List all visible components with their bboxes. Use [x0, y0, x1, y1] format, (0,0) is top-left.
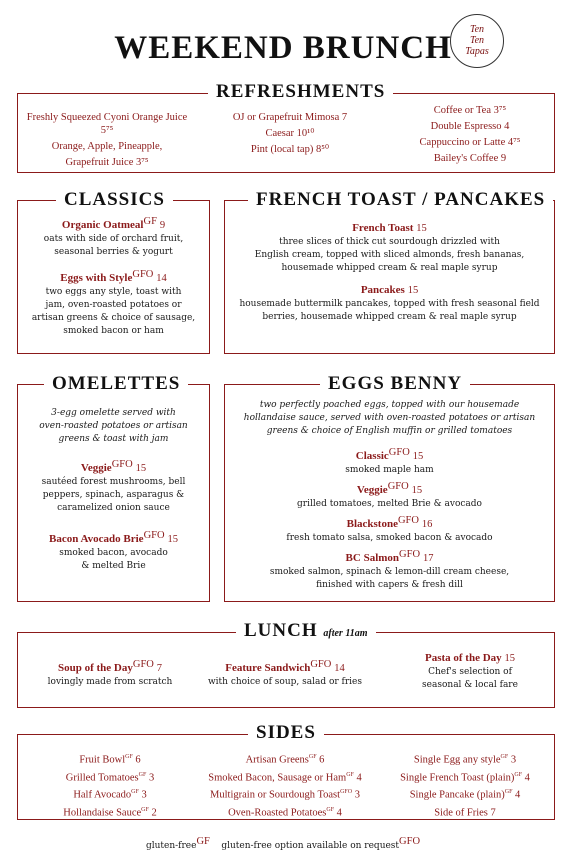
menu-item [228, 514, 551, 532]
menu-title: WEEKEND BRUNCH [114, 30, 452, 66]
drink-item: Orange, Apple, Pineapple, [51, 141, 163, 152]
diet-tag: GFO [310, 659, 332, 670]
item-name: Pasta of the Day [424, 652, 502, 664]
menu-text: 3 [141, 789, 147, 801]
menu-text: 4 [524, 772, 530, 783]
lunch-title: LUNCH [244, 620, 318, 641]
sides-col-2 [195, 750, 375, 820]
item-price: 17 [422, 553, 434, 564]
menu-item [228, 446, 551, 464]
diet-tag: GFO [387, 481, 409, 492]
menu-text: GF [141, 806, 149, 813]
item-price: 15 [504, 653, 516, 664]
menu-text: 4 [515, 789, 521, 801]
diet-tag: GFO [397, 515, 419, 526]
menu-text: GF [326, 806, 335, 813]
diet-tag: GFO [399, 549, 421, 560]
item-desc: sautéed forest mushrooms, bell [41, 477, 186, 487]
drink-item: Bailey's Coffee 9 [433, 153, 507, 164]
item-name: BC Salmon [345, 552, 400, 564]
item-price: 16 [421, 519, 433, 530]
item-name: Veggie [80, 462, 112, 474]
item-desc: smoked bacon, avocado [59, 548, 168, 558]
french-toast-items [228, 222, 551, 324]
diet-tag: GFO [111, 459, 133, 470]
item-desc: seasonal & local fare [422, 680, 518, 690]
logo-line: Tapas [465, 46, 489, 57]
menu-text: GF [514, 771, 523, 778]
menu-item [20, 215, 207, 233]
gfo-label: gluten-free option available on request [221, 841, 400, 851]
menu-item [20, 268, 207, 286]
side-item [195, 750, 375, 768]
menu-item [228, 284, 551, 298]
diet-tag: GFO [388, 447, 410, 458]
refreshments-header: REFRESHMENTS [208, 81, 393, 103]
item-price: 14 [156, 273, 167, 284]
menu-item [228, 222, 551, 236]
item-name: Veggie [356, 484, 388, 496]
section-intro: two perfectly poached eggs, topped with our housemade [259, 400, 520, 410]
side-item [195, 785, 375, 803]
dietary-legend [0, 836, 566, 851]
menu-text: 3 [354, 789, 360, 801]
item-desc: artisan greens & choice of sausage, [31, 313, 196, 323]
item-desc: housemade buttermilk pancakes, topped with fresh seasonal field [239, 299, 540, 309]
lunch-subtitle: after 11am [323, 628, 368, 639]
item-desc: two eggs any style, toast with [45, 287, 182, 297]
side-item [30, 785, 190, 803]
eggs-benny-items [228, 399, 551, 592]
menu-text: GF [346, 771, 354, 778]
sides-col-3 [385, 750, 545, 820]
drink-item: Cappuccino or Latte 4⁷⁵ [419, 137, 521, 148]
item-price: 15 [167, 534, 178, 545]
restaurant-logo [450, 14, 504, 68]
menu-text: 3 [510, 754, 517, 766]
item-price: 15 [411, 485, 423, 496]
item-name: Organic Oatmeal [61, 219, 144, 231]
item-name: Feature Sandwich [225, 662, 311, 674]
diet-tag: GF [143, 216, 157, 227]
side-item [195, 803, 375, 821]
gfo-tag: GFO [399, 836, 421, 847]
item-price: 15 [416, 223, 427, 234]
drink-item: Grapefruit Juice 3⁷⁵ [65, 157, 149, 168]
diet-tag: GFO [132, 269, 154, 280]
item-price: 7 [156, 663, 162, 674]
menu-text: GF [308, 754, 317, 760]
classics-header: CLASSICS [56, 189, 173, 211]
drink-item: Pint (local tap) 8⁵⁰ [250, 144, 330, 155]
menu-text: Artisan Greens [245, 754, 309, 766]
menu-text: Half Avocado [73, 789, 132, 801]
lunch-header [236, 620, 376, 642]
menu-text: GFO [340, 789, 353, 795]
item-desc: housemade whipped cream & real maple syrup [281, 263, 498, 273]
section-intro: 3-egg omelette served with [51, 408, 176, 418]
section-intro: hollandaise sauce, served with oven-roasted potatoes or artisan [243, 413, 536, 423]
item-desc: finished with capers & fresh dill [316, 580, 463, 590]
menu-text: 6 [319, 754, 325, 766]
item-name: Soup of the Day [57, 662, 133, 674]
lunch-item [395, 652, 545, 692]
item-desc: lovingly made from scratch [47, 677, 173, 687]
item-desc: smoked maple ham [345, 465, 434, 475]
side-item [30, 768, 190, 786]
menu-text: 6 [135, 754, 141, 766]
item-desc: with choice of soup, salad or fries [207, 677, 363, 687]
menu-text: 2 [151, 807, 157, 818]
item-name: French Toast [352, 222, 414, 234]
lunch-item [25, 658, 195, 689]
omelettes-header: OMELETTES [44, 373, 188, 395]
menu-text: 3 [148, 772, 155, 783]
menu-text: GF [504, 789, 513, 795]
lunch-item [200, 658, 370, 689]
side-item [195, 768, 375, 786]
gf-label: gluten-free [145, 841, 197, 851]
logo-line: Ten [469, 35, 485, 46]
sides-header: SIDES [248, 722, 324, 744]
item-price: 15 [407, 285, 419, 296]
item-desc: English cream, topped with sliced almonds, fresh bananas, [254, 250, 525, 260]
side-item [30, 803, 190, 821]
refreshments-col-2 [210, 111, 370, 156]
menu-text: 4 [336, 807, 342, 818]
item-desc: peppers, spinach, asparagus & [42, 490, 185, 500]
section-intro: greens & toast with jam [58, 434, 169, 444]
menu-text: Hollandaise Sauce [63, 807, 142, 818]
french-toast-header: FRENCH TOAST / PANCAKES [248, 189, 553, 211]
menu-item [228, 548, 551, 566]
drink-item: Freshly Squeezed Cyoni Orange Juice 5⁷⁵ [26, 112, 188, 136]
eggs-benny-header: EGGS BENNY [320, 373, 470, 395]
item-desc: berries, housemade whipped cream & real maple syrup [262, 312, 517, 322]
omelettes-items [20, 407, 207, 573]
item-name: Eggs with Style [60, 272, 133, 284]
menu-text: Smoked Bacon, Sausage or Ham [208, 772, 347, 783]
gf-tag: GF [196, 836, 210, 847]
item-desc: caramelized onion sauce [57, 503, 170, 513]
refreshments-col-1 [22, 111, 192, 169]
refreshments-col-3 [395, 104, 545, 165]
item-price: 15 [412, 451, 424, 462]
item-desc: jam, oven-roasted potatoes or [45, 300, 182, 310]
menu-text: Single Egg any style [413, 754, 501, 766]
item-name: Blackstone [346, 518, 398, 530]
item-desc: Chef's selection of [428, 667, 512, 677]
side-item [385, 803, 545, 821]
menu-text: Multigrain or Sourdough Toast [210, 789, 341, 801]
item-desc: fresh tomato salsa, smoked bacon & avocado [286, 533, 493, 543]
menu-text: Grilled Tomatoes [65, 772, 139, 783]
menu-text: 7 [490, 807, 496, 818]
drink-item: Double Espresso 4 [430, 121, 510, 132]
side-item [385, 785, 545, 803]
item-desc: seasonal berries & yogurt [54, 247, 173, 257]
diet-tag: GFO [143, 530, 165, 541]
sides-col-1 [30, 750, 190, 820]
menu-text: Fruit Bowl [79, 754, 126, 766]
item-name: Bacon Avocado Brie [49, 533, 144, 545]
item-desc: & melted Brie [81, 561, 146, 571]
logo-line: Ten [469, 24, 485, 35]
classics-items [20, 215, 207, 338]
menu-text: GF [125, 754, 133, 760]
menu-text: 4 [356, 772, 362, 783]
item-price: 9 [159, 220, 166, 231]
item-desc: grilled tomatoes, melted Brie & avocado [297, 499, 482, 509]
menu-item [20, 529, 207, 547]
item-name: Pancakes [360, 284, 405, 296]
item-desc: oats with side of orchard fruit, [43, 234, 184, 244]
item-desc: three slices of thick cut sourdough drizzled with [279, 237, 500, 247]
menu-text: Single French Toast (plain) [400, 772, 515, 783]
item-name: Classic [355, 450, 389, 462]
menu-text: GF [131, 789, 139, 795]
section-intro: greens & choice of English muffin or grilled tomatoes [266, 426, 513, 436]
diet-tag: GFO [132, 659, 154, 670]
section-intro: oven-roasted potatoes or artisan [39, 421, 188, 431]
drink-item: OJ or Grapefruit Mimosa 7 [232, 112, 348, 123]
item-price: 14 [334, 663, 345, 674]
menu-text: Oven-Roasted Potatoes [228, 807, 327, 818]
menu-text: Single Pancake (plain) [409, 789, 505, 801]
item-desc: smoked salmon, spinach & lemon-dill cream cheese, [269, 567, 510, 577]
side-item [385, 768, 545, 786]
menu-item [20, 458, 207, 476]
menu-text: Side of Fries [434, 807, 488, 818]
drink-item: Caesar 10¹⁰ [265, 128, 315, 139]
side-item [385, 750, 545, 768]
item-price: 15 [135, 463, 147, 474]
menu-text: GF [138, 771, 147, 778]
drink-item: Coffee or Tea 3⁷⁵ [433, 105, 507, 116]
side-item [30, 750, 190, 768]
item-desc: smoked bacon or ham [63, 326, 164, 336]
menu-text: GF [500, 754, 509, 760]
menu-item [228, 480, 551, 498]
